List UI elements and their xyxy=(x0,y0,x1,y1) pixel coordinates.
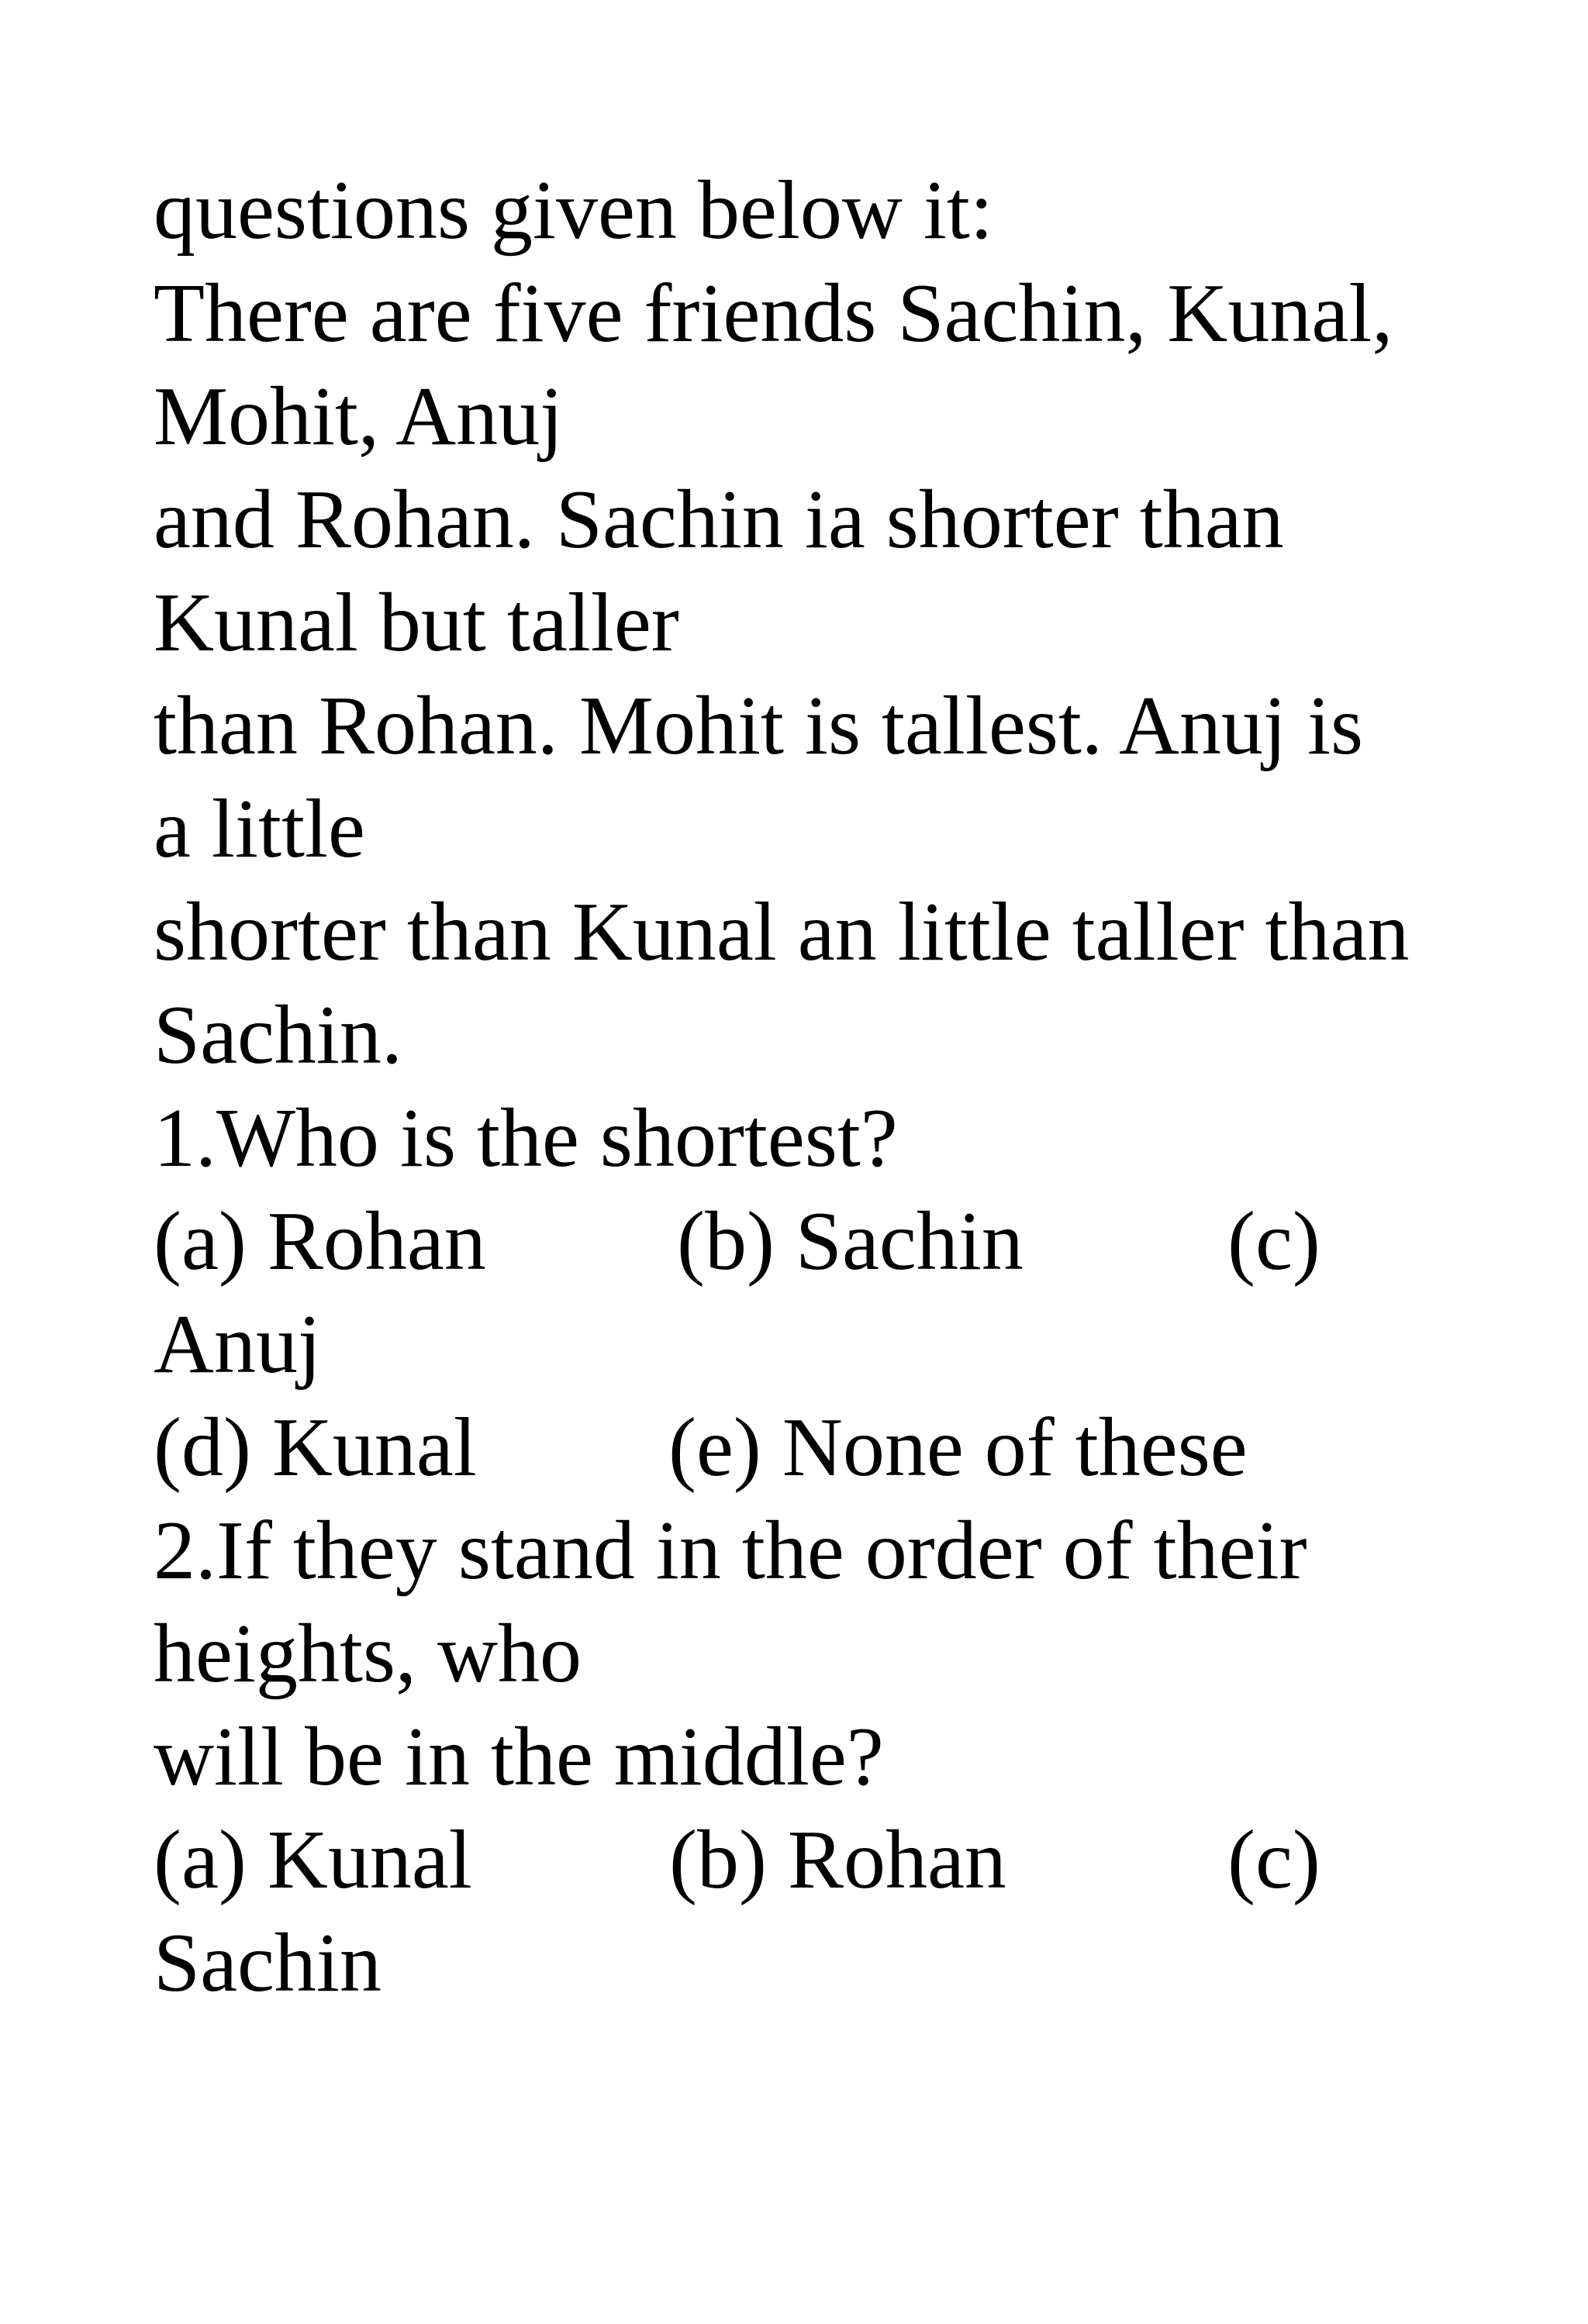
question-2-line: heights, who xyxy=(154,1608,582,1700)
intro-line: Mohit, Anuj xyxy=(154,371,564,463)
q1-option-a: (a) Rohan xyxy=(154,1195,486,1288)
q1-option-c-label: (c) xyxy=(1227,1195,1320,1288)
q2-option-c-value: Sachin xyxy=(154,1917,381,2009)
intro-line: than Rohan. Mohit is tallest. Anuj is xyxy=(154,680,1363,772)
question-2-line: 2.If they stand in the order of their xyxy=(154,1505,1307,1597)
q1-option-d: (d) Kunal xyxy=(154,1402,477,1494)
q1-option-e: (e) None of these xyxy=(668,1402,1248,1494)
q1-option-b: (b) Sachin xyxy=(677,1195,1024,1288)
intro-line: questions given below it: xyxy=(154,164,993,257)
q1-option-c-value: Anuj xyxy=(154,1298,321,1391)
q2-option-c-label: (c) xyxy=(1227,1814,1320,1906)
question-2-options-row-1 xyxy=(154,1809,1549,1912)
question-1-options-row-1 xyxy=(154,1190,1549,1293)
question-2-line: will be in the middle? xyxy=(154,1711,884,1803)
intro-line: shorter than Kunal an little taller than xyxy=(154,886,1410,978)
intro-line: a little xyxy=(154,783,365,875)
intro-line: and Rohan. Sachin ia shorter than xyxy=(154,474,1284,566)
intro-line: Kunal but taller xyxy=(154,577,679,669)
intro-line: There are five friends Sachin, Kunal, xyxy=(154,267,1393,360)
question-1: 1.Who is the shortest? xyxy=(154,1092,898,1184)
question-1-options-row-2 xyxy=(154,1396,1549,1499)
q2-option-a: (a) Kunal xyxy=(154,1814,472,1906)
intro-line: Sachin. xyxy=(154,989,402,1081)
q2-option-b: (b) Rohan xyxy=(669,1814,1006,1906)
document-text xyxy=(154,159,1549,2015)
